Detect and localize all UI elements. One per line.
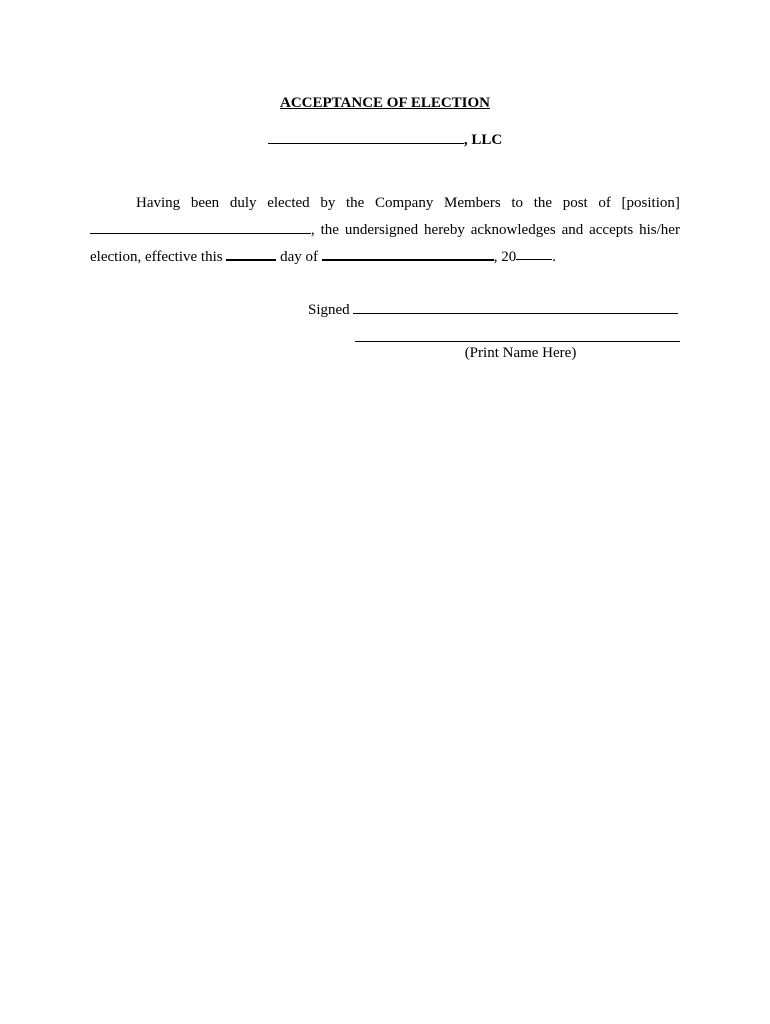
word: by [320,195,336,211]
word: , [311,222,315,238]
paragraph-line-3 [90,244,680,271]
word: Members [444,195,501,211]
word: [position] [621,195,680,211]
word: hereby [424,222,465,238]
print-name-line[interactable] [355,341,680,342]
period-text: . [552,249,556,265]
word: and [561,222,584,238]
word: been [190,195,220,211]
effective-text: election, effective this [90,249,223,265]
word: the [533,195,553,211]
paragraph-line-1 [90,190,680,217]
company-name-blank[interactable] [268,129,464,144]
document-title: ACCEPTANCE OF ELECTION [279,95,491,111]
word: his/her [639,222,680,238]
word: Company [375,195,434,211]
position-blank[interactable] [90,218,311,234]
word: to [511,195,524,211]
word: Having [136,195,181,211]
signed-label: Signed [308,302,350,318]
word: the [320,222,339,238]
word: undersigned [344,222,419,238]
signature-blank[interactable] [353,298,678,314]
signature-row [308,298,678,320]
word: the [346,195,365,211]
acceptance-paragraph [90,190,680,271]
year-prefix-text: , 20 [493,249,517,265]
word: acknowledges [470,222,556,238]
month-blank[interactable] [322,244,494,261]
position-blank-group [90,217,315,244]
word: accepts [589,222,634,238]
day-blank[interactable] [226,244,276,261]
word: duly [229,195,257,211]
word: of [598,195,611,211]
paragraph-line-2 [90,217,680,244]
word: post [562,195,588,211]
day-of-text: day of [280,249,318,265]
print-name-label: (Print Name Here) [464,345,577,361]
company-name-line [0,129,770,150]
year-blank[interactable] [516,244,552,260]
company-suffix: , LLC [463,132,503,148]
word: elected [267,195,310,211]
